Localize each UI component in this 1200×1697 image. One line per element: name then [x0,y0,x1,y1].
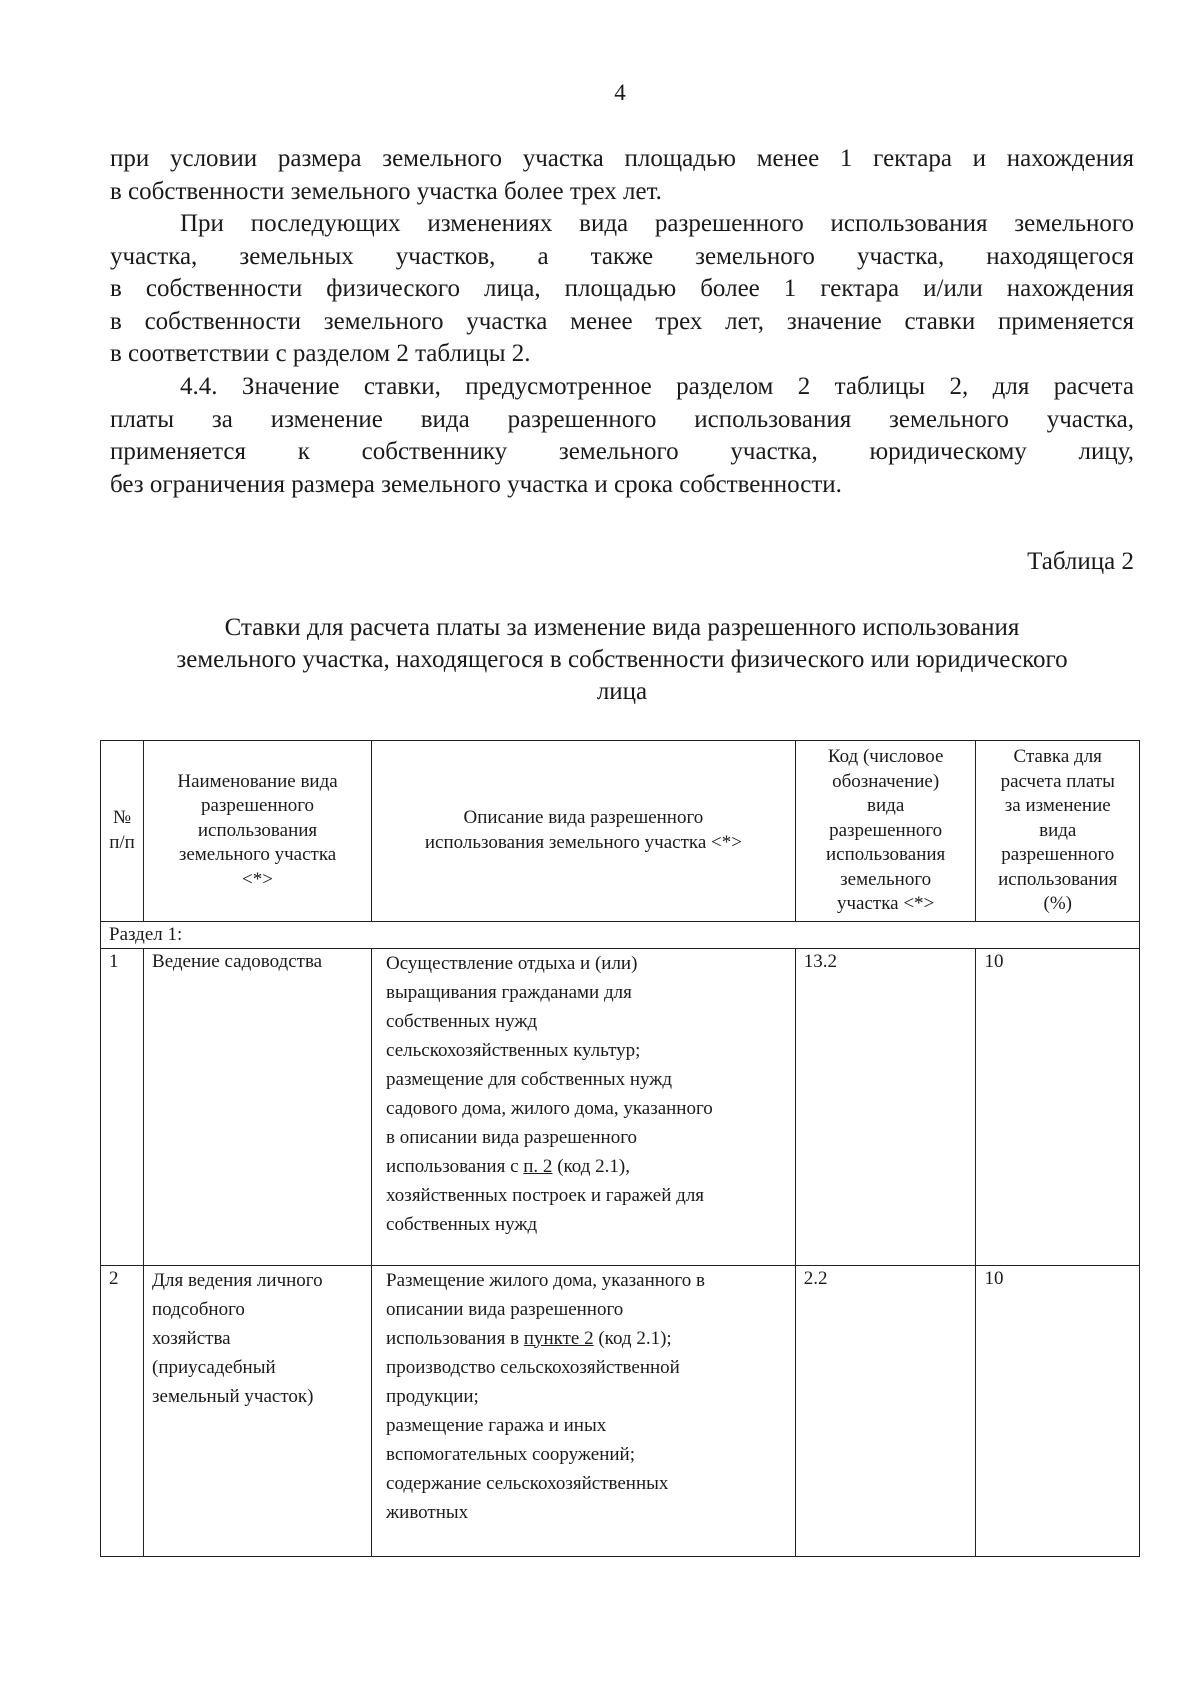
cell-line [386,1324,787,1353]
text-run: использования с [386,1155,524,1177]
table-row [101,948,1140,1265]
row-code: 13.2 [795,948,976,1265]
cell-line: (приусадебный [152,1356,276,1378]
text-line: участка, земельных участков, а также земельного участка, находящегося [110,242,1134,270]
row-rate: 10 [976,948,1140,1265]
row-number: 1 [101,948,144,1265]
text-line: без ограничения размера земельного участка и срока собственности. [110,470,842,498]
cell-line: размещение для собственных нужд [386,1068,673,1090]
header-line: обозначение) [832,770,940,792]
cell-line: хозяйства [152,1327,231,1349]
header-line: (%) [1043,893,1072,914]
paragraph-4-4 [110,371,1134,501]
text-run: (код 2.1); [593,1327,672,1349]
cell-line: Для ведения личного [152,1269,323,1291]
header-line: разрешенного [200,795,315,816]
table-row [101,1265,1140,1556]
text-run: использования в [386,1327,524,1349]
cell-line: собственных нужд [386,1010,538,1032]
header-description [372,741,796,922]
page-number: 4 [614,80,626,105]
text-line: При последующих изменениях вида разрешенного использования земельного [180,210,1134,237]
section-row [101,921,1140,948]
header-line: участка <*> [836,893,935,914]
cell-line: выращивания гражданами для [386,981,632,1003]
cell-line: в описании вида разрешенного [386,1126,638,1148]
header-line: разрешенного [1001,844,1115,865]
header-line: № [112,807,132,829]
table-header-row [101,741,1140,922]
header-line: вида [867,795,905,816]
header-line: Описание вида разрешенного [463,807,704,829]
clause-link[interactable]: пункте 2 [523,1327,594,1349]
cell-line: описании вида разрешенного [386,1298,624,1320]
cell-line: садового дома, жилого дома, указанного [386,1097,713,1119]
cell-line: собственных нужд [386,1213,538,1235]
cell-line: Ведение садоводства [152,950,323,972]
row-name [144,948,372,1265]
text-line: в соответствии с разделом 2 таблицы 2. [110,340,531,367]
header-line: вида [1039,819,1077,841]
text-line: платы за изменение вида разрешенного использования земельного участка, [110,405,1134,433]
rates-table [100,740,1140,1557]
cell-line [386,1152,787,1181]
header-line: использования [825,844,946,865]
table-title [110,612,1134,708]
cell-line: хозяйственных построек и гаражей для [386,1184,705,1206]
header-line: земельного [840,868,932,890]
cell-line: производство сельскохозяйственной [386,1356,680,1378]
paragraph-continuation [110,143,1134,208]
header-num [101,741,144,922]
text-line: в собственности земельного участка более трех лет. [110,177,662,205]
section-label: Раздел 1: [101,921,1140,948]
cell-line: Осуществление отдыха и (или) [386,952,638,974]
table-label: Таблица 2 [1027,548,1134,575]
title-line: земельного участка, находящегося в собственности физического или юридического [176,646,1068,673]
header-line: Код (числовое [827,746,944,767]
cell-line: содержание сельскохозяйственных [386,1472,669,1494]
cell-line: вспомогательных сооружений; [386,1443,635,1465]
header-line: земельного участка [178,844,337,865]
row-code: 2.2 [795,1265,976,1556]
header-line: использования [998,868,1118,890]
row-description [372,948,796,1265]
clause-link[interactable]: п. 2 [523,1155,553,1177]
header-line: использования земельного участка <*> [424,831,742,853]
text-line: в собственности земельного участка менее трех лет, значение ставки применяется [110,307,1134,335]
title-line: Ставки для расчета платы за изменение вида разрешенного использования [224,614,1020,641]
cell-line: размещение гаража и иных [386,1414,607,1436]
header-rate [976,741,1140,922]
text-line: 4.4. Значение ставки, предусмотренное разделом 2 таблицы 2, для расчета [180,373,1134,400]
header-line: расчета платы [1000,770,1115,792]
text-run: (код 2.1), [552,1155,630,1177]
header-line: разрешенного [829,819,943,841]
cell-line: животных [386,1501,469,1523]
header-code [795,741,976,922]
cell-line: продукции; [386,1385,479,1407]
text-line: применяется к собственнику земельного участка, юридическому лицу, [110,438,1134,465]
header-line: Наименование вида [177,770,338,792]
paragraph-subsequent-changes [110,208,1134,371]
cell-line: Размещение жилого дома, указанного в [386,1269,705,1291]
text-line: при условии размера земельного участка площадью менее 1 гектара и нахождения [110,145,1134,172]
row-name [144,1265,372,1556]
header-line: <*> [242,868,273,890]
cell-line: подсобного [152,1298,245,1320]
row-description [372,1265,796,1556]
header-line: за изменение [1004,795,1111,816]
title-line: лица [596,678,648,705]
header-name [144,741,372,922]
row-number: 2 [101,1265,144,1556]
header-line: использования [197,819,318,841]
header-line: Ставка для [1013,746,1102,767]
header-line: п/п [109,831,135,853]
cell-line: земельный участок) [152,1385,314,1407]
text-line: в собственности физического лица, площадью более 1 гектара и/или нахождения [110,275,1134,302]
cell-line: сельскохозяйственных культур; [386,1039,641,1061]
row-rate: 10 [976,1265,1140,1556]
